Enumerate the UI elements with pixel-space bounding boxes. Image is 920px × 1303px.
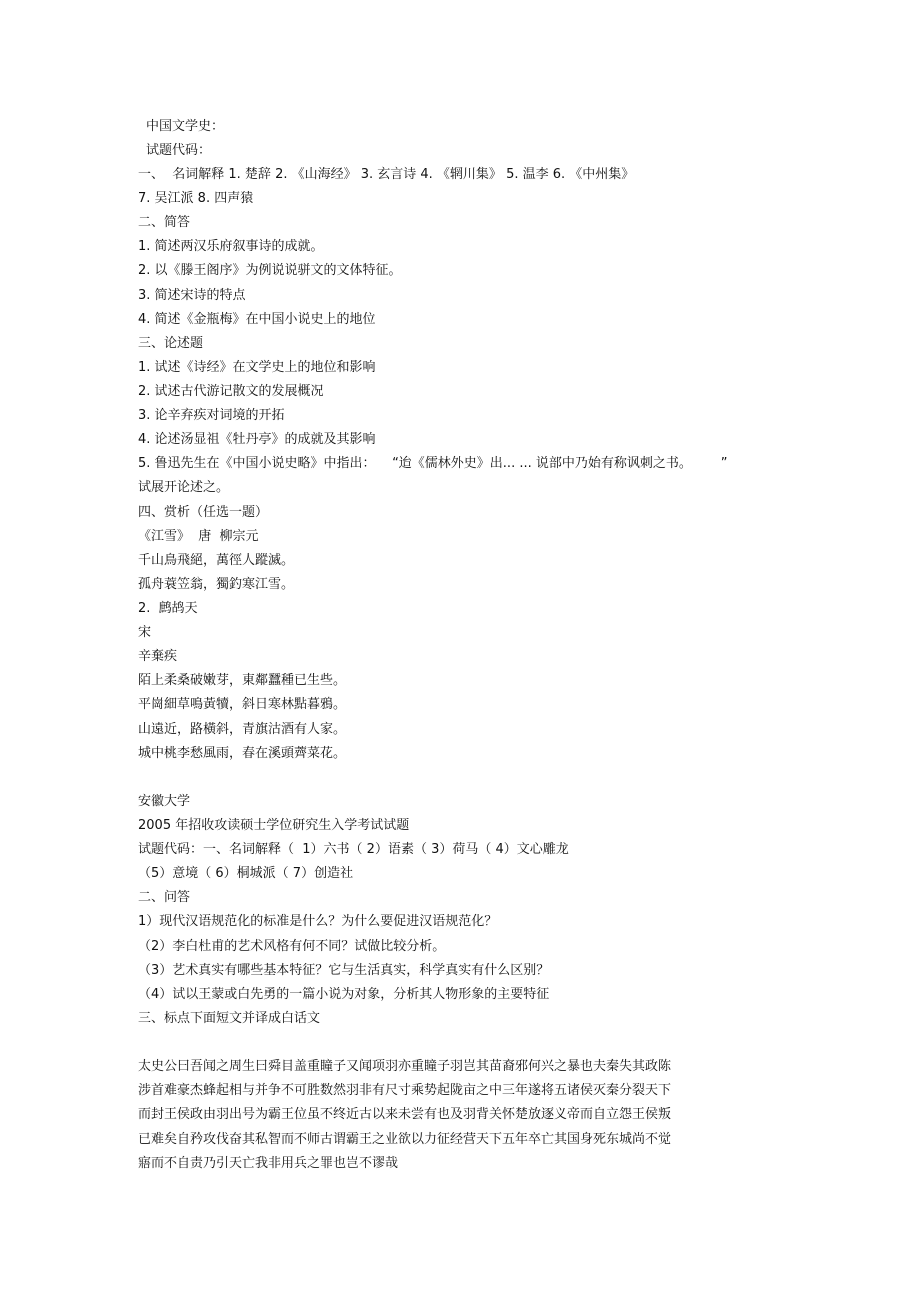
question-item: 4. 论述汤显祖《牡丹亭》的成就及其影响 — [138, 432, 376, 447]
poem-author: 辛棄疾 — [138, 649, 178, 664]
section-heading: 二、问答 — [138, 890, 191, 905]
poem-line: 陌上柔桑破嫩芽，東鄰蠶種已生些。 — [138, 673, 347, 688]
question-item: （4）试以王蒙或白先勇的一篇小说为对象，分析其人物形象的主要特征 — [138, 987, 550, 1002]
question-item: （2）李白杜甫的艺术风格有何不同？试做比较分析。 — [138, 939, 446, 954]
question-item: 2. 试述古代游记散文的发展概况 — [138, 384, 324, 399]
question-item: 4. 简述《金瓶梅》在中国小说史上的地位 — [138, 312, 376, 327]
section-heading: 二、简答 — [138, 215, 191, 230]
poem-title: 2. 鹧鸪天 — [138, 601, 198, 616]
text-line: 试展开论述之。 — [138, 480, 230, 495]
poem-line: 平崗細草鳴黃犢，斜日寒林點暮鴉。 — [138, 697, 347, 712]
question-item: 2. 以《滕王阁序》为例说说骈文的文体特征。 — [138, 263, 402, 278]
question-item: 1）现代汉语规范化的标准是什么？为什么要促进汉语规范化？ — [138, 914, 498, 929]
section-heading: 四、赏析（任选一题） — [138, 505, 269, 520]
classical-text-line: 寤而不自责乃引天亡我非用兵之罪也岂不谬哉 — [138, 1156, 399, 1171]
question-item: 5. 鲁迅先生在《中国小说史略》中指出： “迨《儒林外史》出... ... 说部中乃始有称讽刺之书。 ” — [138, 456, 728, 471]
section-heading: 三、标点下面短文并译成白话文 — [138, 1011, 321, 1026]
section-heading: 三、论述题 — [138, 336, 204, 351]
poem-line: 山遠近，路橫斜，青旗沽酒有人家。 — [138, 722, 347, 737]
question-item: 1. 试述《诗经》在文学史上的地位和影响 — [138, 360, 376, 375]
university-name: 安徽大学 — [138, 794, 191, 809]
question-item: 3. 简述宋诗的特点 — [138, 288, 246, 303]
poem-line: 孤舟蓑笠翁，獨釣寒江雪。 — [138, 577, 295, 592]
exam-code-label: 试题代码： — [146, 143, 212, 158]
text-line: （5）意境（ 6）桐城派（ 7）创造社 — [138, 866, 354, 881]
poem-dynasty: 宋 — [138, 625, 152, 640]
text-line: 7. 吴江派 8. 四声猿 — [138, 191, 254, 206]
classical-text-line: 已难矣自矜攻伐奋其私智而不师古谓霸王之业欲以力征经营天下五年卒亡其国身死东城尚不觉 — [138, 1132, 672, 1147]
poem-line: 城中桃李愁風雨，春在溪頭薺菜花。 — [138, 746, 347, 761]
poem-title: 《江雪》 唐 柳宗元 — [138, 529, 259, 544]
question-item: 1. 简述两汉乐府叙事诗的成就。 — [138, 239, 324, 254]
section-heading: 试题代码：一、名词解释（ 1）六书（ 2）语素（ 3）荷马（ 4）文心雕龙 — [138, 842, 569, 857]
classical-text-line: 而封王侯政由羽出号为霸王位虽不终近古以来未尝有也及羽背关怀楚放逐义帝而自立怨王侯叛 — [138, 1107, 672, 1122]
classical-text-line: 涉首难豪杰蜂起相与并争不可胜数然羽非有尺寸乘势起陇亩之中三年遂将五诸侯灭秦分裂天下 — [138, 1083, 672, 1098]
exam-title: 2005 年招收攻读硕士学位研究生入学考试试题 — [138, 818, 410, 833]
poem-line: 千山鳥飛絕，萬徑人蹤滅。 — [138, 553, 295, 568]
exam-subject-title: 中国文学史： — [146, 119, 225, 134]
question-item: 3. 论辛弃疾对词境的开拓 — [138, 408, 285, 423]
section-heading: 一、 名词解释 1. 楚辞 2. 《山海经》 3. 玄言诗 4. 《辋川集》 5. 温李 6. 《中州集》 — [138, 167, 635, 182]
question-item: （3）艺术真实有哪些基本特征？它与生活真实，科学真实有什么区别？ — [138, 963, 550, 978]
classical-text-line: 太史公曰吾闻之周生曰舜目盖重瞳子又闻项羽亦重瞳子羽岂其苗裔邪何兴之暴也夫秦失其政陈 — [138, 1059, 672, 1074]
